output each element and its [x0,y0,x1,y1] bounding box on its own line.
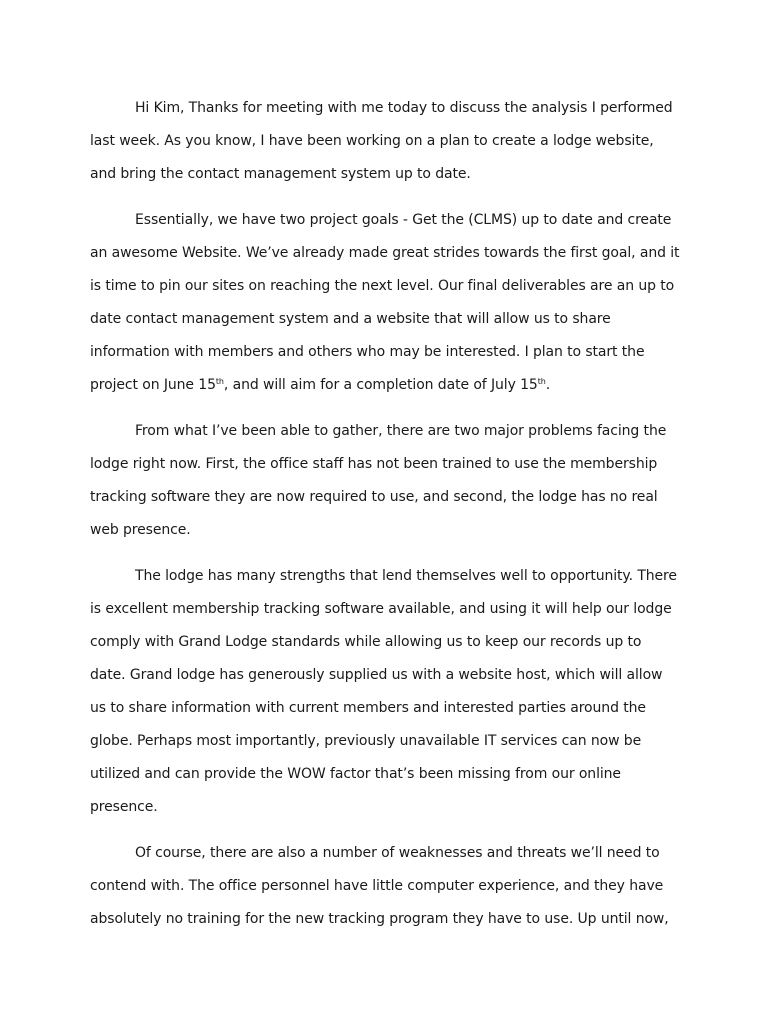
ordinal-suffix: th [537,377,546,386]
paragraph-strengths [90,560,680,824]
paragraph-greeting [90,92,680,191]
paragraph-text: Hi Kim, Thanks for meeting with me today to discuss the analysis I performed last week. As you know, I have been working on a plan to create a lodge website, and bring the contact management system up to date. [90,100,673,182]
paragraph-problems [90,415,680,547]
ordinal-suffix: th [215,377,224,386]
paragraph-text: Essentially, we have two project goals - Get the (CLMS) up to date and create an awesome Website. We’ve already made great strides towards the first goal, and it is time to pin our sites on reaching the next level. Our final deliverables are an up to date contact management system and a website that will allow us to share information with members and others who may be interested. I plan to start the project on June 15 [90,212,680,393]
paragraph-weaknesses [90,837,680,936]
paragraph-text: Of course, there are also a number of weaknesses and threats we’ll need to contend with. The office personnel have little computer experience, and they have absolutely no training for the new tracking program they have to use. Up until now, [90,845,669,927]
document-page [90,92,680,949]
paragraph-text: . [545,377,551,393]
paragraph-project-goals [90,204,680,402]
paragraph-text: , and will aim for a completion date of July 15 [223,377,538,393]
paragraph-text: From what I’ve been able to gather, there are two major problems facing the lodge right now. First, the office staff has not been trained to use the membership tracking software they are now required to use, and second, the lodge has no real web presence. [90,423,667,538]
paragraph-text: The lodge has many strengths that lend themselves well to opportunity. There is excellent membership tracking software available, and using it will help our lodge comply with Grand Lodge standards while allowing us to keep our records up to date. Grand lodge has generously supplied us with a website host, which will allow us to share information with current members and interested parties around the globe. Perhaps most importantly, previously unavailable IT services can now be utilized and can provide the WOW factor that’s been missing from our online presence. [90,568,677,815]
